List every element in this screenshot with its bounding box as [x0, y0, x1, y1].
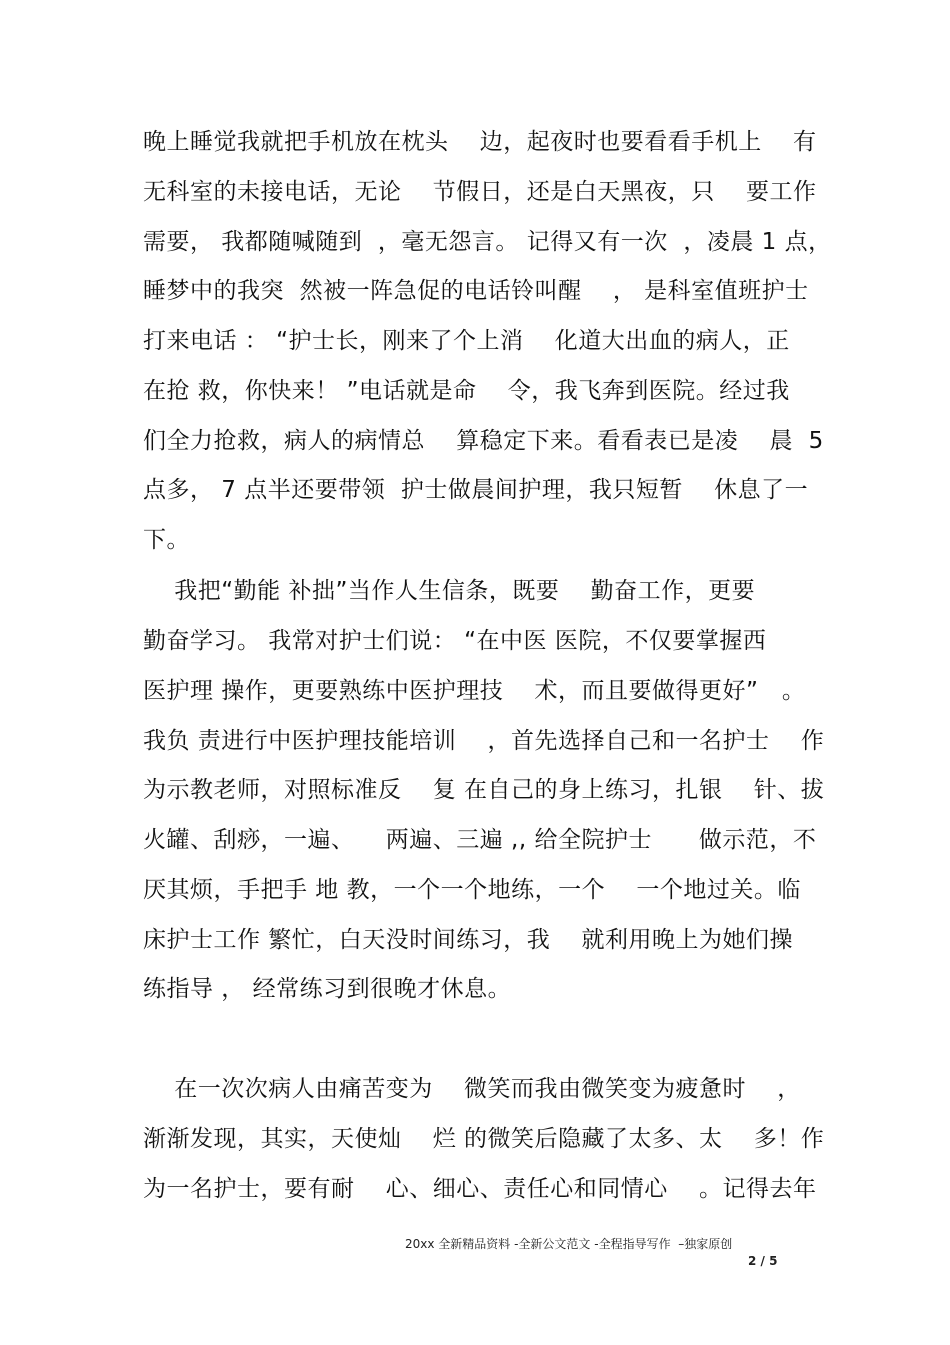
text-line: 为示教老师，对照标准反 复 在自己的身上练习，扎银 针、拔 — [143, 777, 825, 803]
text-line: 厌其烦，手把手 地 教，一个一个地练，一个 一个地过关。临 — [143, 877, 801, 903]
text-line: 晚上睡觉我就把手机放在枕头 边，起夜时也要看看手机上 有 — [143, 129, 817, 155]
text-line: 勤奋学习。 我常对护士们说： “在中医 医院，不仅要掌握西 — [143, 628, 767, 654]
text-line: 我负 责进行中医护理技能培训 ，首先选择自己和一名护士 作 — [143, 728, 825, 754]
text-line: 打来电话 ： “护士长，刚来了个上消 化道大出血的病人，正 — [143, 328, 790, 354]
text-line: 在一次次病人由痛苦变为 微笑而我由微笑变为疲惫时 ， — [143, 1076, 801, 1102]
text-line: 火罐、刮痧，一遍、 两遍、三遍 ,, 给全院护士 做示范，不 — [143, 827, 817, 853]
text-line: 睡梦中的我突 然被一阵急促的电话铃叫醒 ， 是科室值班护士 — [143, 278, 809, 304]
text-line: 床护士工作 繁忙，白天没时间练习，我 就利用晚上为她们操 — [143, 927, 794, 953]
text-line: 需要， 我都随喊随到 ，毫无怨言。 记得又有一次 ，凌晨 1 点， — [143, 229, 832, 255]
text-line: 下。 — [143, 527, 190, 553]
text-line: 我把“勤能 补拙”当作人生信条，既要 勤奋工作，更要 — [143, 578, 756, 604]
text-line: 点多， 7 点半还要带领 护士做晨间护理，我只短暂 休息了一 — [143, 477, 809, 503]
text-line: 们全力抢救，病人的病情总 算稳定下来。看看表已是凌 晨 5 — [143, 428, 824, 454]
footer-text: 20xx 全新精品资料 -全新公文范文 -全程指导写作 –独家原创 — [405, 1237, 733, 1251]
text-line: 渐渐发现，其实，天使灿 烂 的微笑后隐藏了太多、太 多！作 — [143, 1126, 825, 1152]
text-line: 为一名护士，要有耐 心、细心、责任心和同情心 。记得去年 — [143, 1176, 817, 1202]
text-line: 无科室的未接电话，无论 节假日，还是白天黑夜，只 要工作 — [143, 179, 817, 205]
page-number: 2 / 5 — [748, 1254, 778, 1268]
text-line: 医护理 操作，更要熟练中医护理技 术，而且要做得更好” 。 — [143, 678, 806, 704]
text-line: 在抢 救，你快来！ ”电话就是命 令，我飞奔到医院。经过我 — [143, 378, 790, 404]
text-line: 练指导 ， 经常练习到很晚才休息。 — [143, 976, 512, 1002]
